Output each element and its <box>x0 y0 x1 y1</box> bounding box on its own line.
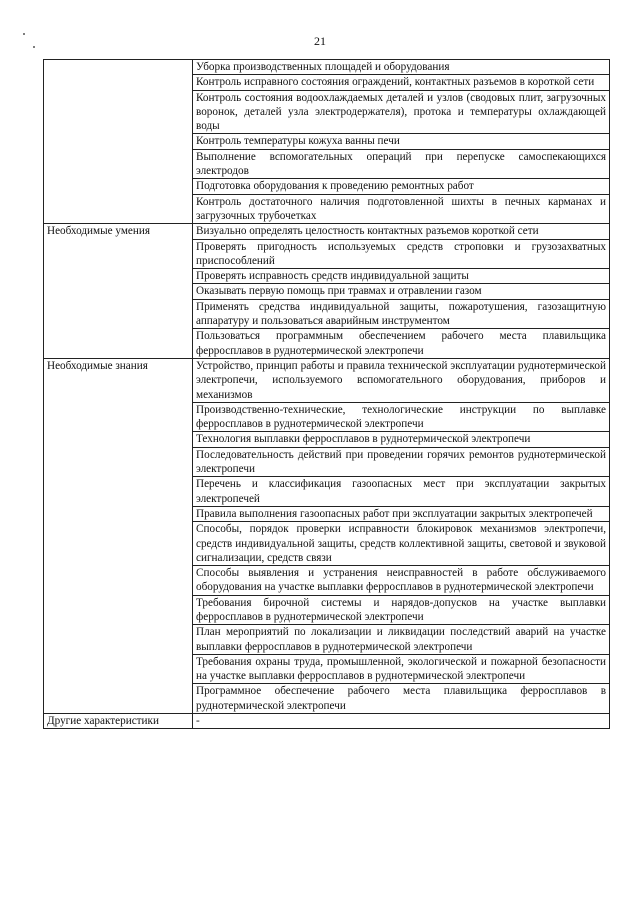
category-cell: Другие характеристики <box>44 714 193 729</box>
scan-speck <box>23 33 25 35</box>
description-cell: Программное обеспечение рабочего места плавильщика ферросплавов в руднотермической электропечи <box>193 684 610 714</box>
description-cell: Правила выполнения газоопасных работ при эксплуатации закрытых электропечей <box>193 506 610 521</box>
description-cell: Пользоваться программным обеспечением рабочего места плавильщика ферросплавов в руднотермической электропечи <box>193 329 610 359</box>
category-cell: Необходимые умения <box>44 224 193 359</box>
description-cell: Проверять исправность средств индивидуальной защиты <box>193 269 610 284</box>
table-row <box>44 358 610 402</box>
table-row <box>44 714 610 729</box>
description-cell: План мероприятий по локализации и ликвидации последствий аварий на участке выплавки ферросплавов в руднотермической электропечи <box>193 625 610 655</box>
description-cell: Проверять пригодность используемых средств строповки и грузозахватных приспособлений <box>193 239 610 269</box>
requirements-table <box>43 59 610 729</box>
scan-speck <box>33 46 35 48</box>
description-cell: Последовательность действий при проведении горячих ремонтов руднотермической электропечи <box>193 447 610 477</box>
description-cell: Подготовка оборудования к проведению ремонтных работ <box>193 179 610 194</box>
description-cell: Выполнение вспомогательных операций при перепуске самоспекающихся электродов <box>193 149 610 179</box>
description-cell: Перечень и классификация газоопасных мест при эксплуатации закрытых электропечей <box>193 477 610 507</box>
description-cell: Производственно-технические, технологические инструкции по выплавке ферросплавов в руднотермической электропечи <box>193 402 610 432</box>
description-cell: Способы, порядок проверки исправности блокировок механизмов электропечи, средств индивидуальной защиты, средств коллективной защиты, световой и звуковой сигнализации, средств связи <box>193 522 610 566</box>
description-cell: Требования бирочной системы и нарядов-допусков на участке выплавки ферросплавов в руднотермической электропечи <box>193 595 610 625</box>
table-row <box>44 224 610 239</box>
description-cell: Технология выплавки ферросплавов в руднотермической электропечи <box>193 432 610 447</box>
page-number: 21 <box>314 34 326 48</box>
description-cell: Визуально определять целостность контактных разъемов короткой сети <box>193 224 610 239</box>
description-cell: Применять средства индивидуальной защиты, пожаротушения, газозащитную аппаратуру и пользоваться аварийным инструментом <box>193 299 610 329</box>
category-cell: Необходимые знания <box>44 358 193 713</box>
description-cell: Требования охраны труда, промышленной, экологической и пожарной безопасности на участке выплавки ферросплавов в руднотермической электропечи <box>193 654 610 684</box>
description-cell: Уборка производственных площадей и оборудования <box>193 60 610 75</box>
table-row <box>44 60 610 75</box>
description-cell: Контроль достаточного наличия подготовленной шихты в печных карманах и загрузочных трубочетках <box>193 194 610 224</box>
category-cell <box>44 60 193 224</box>
description-cell: - <box>193 714 610 729</box>
description-cell: Контроль состояния водоохлаждаемых деталей и узлов (сводовых плит, загрузочных воронок, деталей узла электродержателя), протока и температуры охлаждающей воды <box>193 90 610 134</box>
description-cell: Способы выявления и устранения неисправностей в работе обслуживаемого оборудования на участке выплавки ферросплавов в руднотермической электропечи <box>193 566 610 596</box>
description-cell: Оказывать первую помощь при травмах и отравлении газом <box>193 284 610 299</box>
description-cell: Контроль температуры кожуха ванны печи <box>193 134 610 149</box>
description-cell: Устройство, принцип работы и правила технической эксплуатации руднотермической электропечи, используемого вспомогательного оборудования, приборов и механизмов <box>193 358 610 402</box>
description-cell: Контроль исправного состояния ограждений, контактных разъемов в короткой сети <box>193 75 610 90</box>
